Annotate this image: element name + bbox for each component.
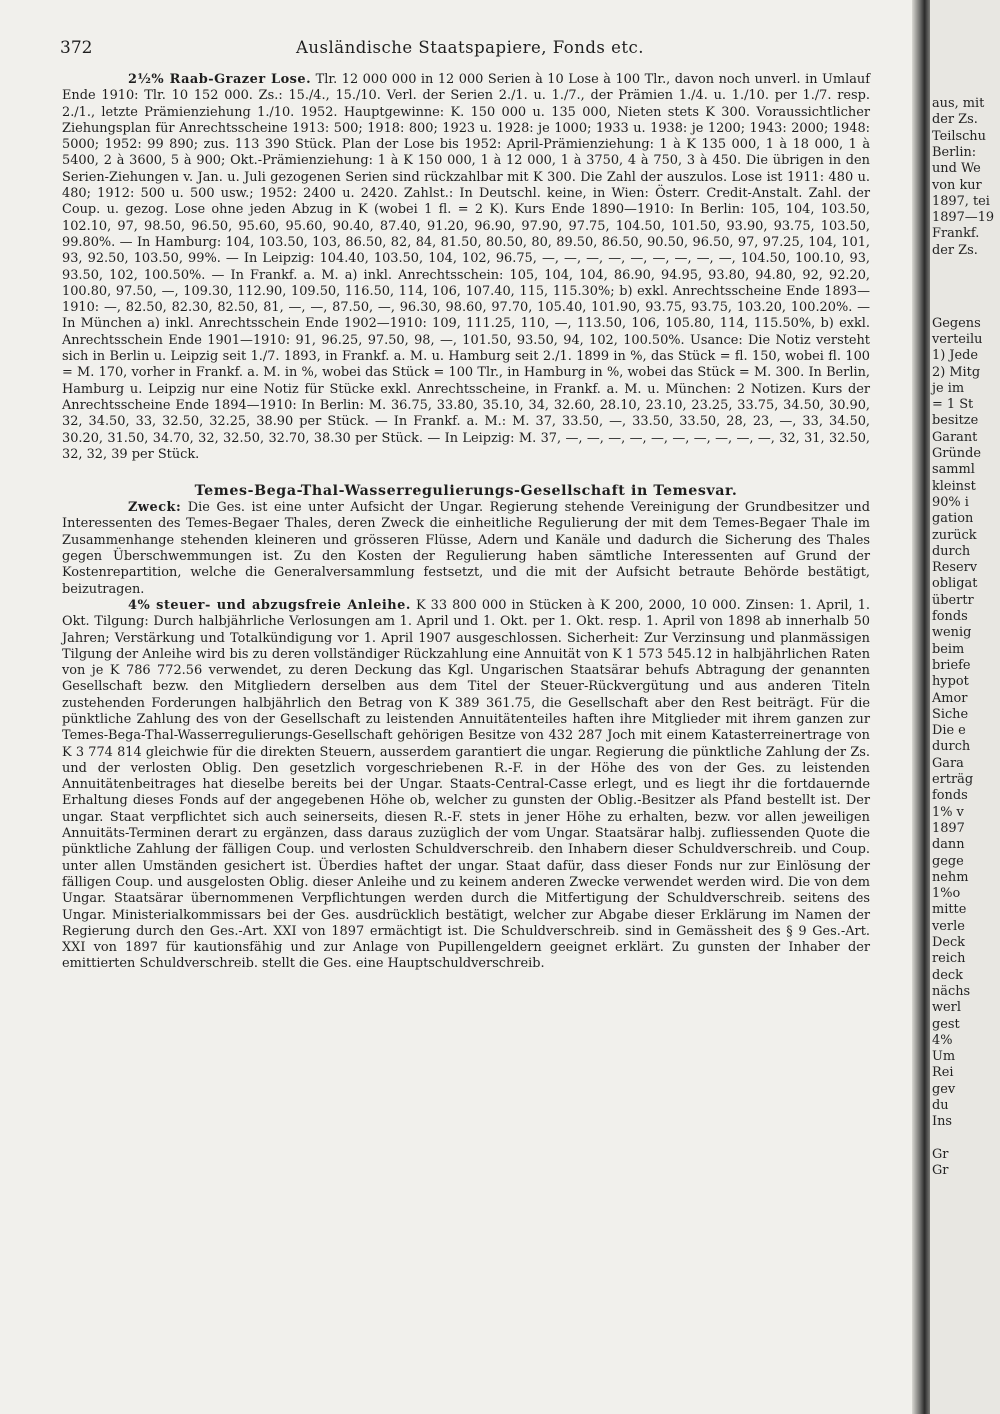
adjacent-page-line: gation bbox=[932, 511, 974, 527]
page-number: 372 bbox=[60, 38, 93, 58]
adjacent-page-line: obligat bbox=[932, 576, 978, 592]
adjacent-page-line: 1%o bbox=[932, 886, 961, 902]
loan-text: K 33 800 000 in Stücken à K 200, 2000, 10 000. Zinsen: 1. April, 1. Okt. Tilgung: Durch halbjährliche Verlosungen am 1. April und 1. Okt. per 1. Okt. resp. 1. April von 1898 ab innerhalb 50 Jahren; Verstärkung und Totalkündigung vor 1. April 1907 ausgeschlossen. Sicherheit: Zur Verzinsung und planmässigen Tilgung der Anleihe wird bis zu deren vollständiger Rückzahlung eine Annuität von K 1 573 545.12 in halbjährlichen Raten von je K 786 772.56 verwendet, zu deren Deckung das Kgl. Ungarischen Staatsärar behufs Abtragung der genannten Gesellschaft bezw. den Mitgliedern derselben aus dem Titel der Steuer-Rückvergütung und aus anderen Titeln zustehenden Forderungen halbjährlich den Betrag von K 389 361.75, die Gesellschaft aber den Rest beiträgt. Für die pünktliche Zahlung des von der Gesellschaft zu leistenden Annuitätenteiles haften ihre Mitglieder mit ihrem ganzen zur Temes-Bega-Thal-Wasserregulierungs-Gesellschaft gehörigen Besitze von 432 287 Joch mit einem Katasterreinertrage von K 3 774 814 gleichwie für die direkten Steuern, ausserdem garantiert die ungar. Regierung die pünktliche Zahlung der Zs. und der verlosten Oblig. Den gesetzlich vorgeschriebenen R.-F. in der Höhe des von der Ges. zu leistenden Annuitätenbeitrages hat dieselbe bereits bei der Ungar. Staats-Central-Casse erlegt, und es liegt ihr die fortdauernde Erhaltung dieses Fonds auf der angegebenen Höhe ob, welcher zu gunsten der Oblig.-Besitzer als Pfand bestellt ist. Der ungar. Staat verpflichtet sich auch seinerseits, diesen R.-F. stets in jener Höhe zu erhalten, bezw. vor allen jeweiligen Annuitäts-Terminen derart zu ergänzen, dass daraus zuzüglich der vom Ungar. Staatsärar halbj. zufliessenden Quote die pünktliche Zahlung der fälligen Coup. und verlosten Schuldverschreib. den Inhabern dieser Schuldverschreib. und Coup. unter allen Umständen gesichert ist. Überdies haftet der ungar. Staat dafür, dass dieser Fonds nur zur Einlösung der fälligen Coup. und ausgelosten Oblig. dieser Anleihe und zu keinem anderen Zwecke verwendet werden wird. Die von dem Ungar. Staatsärar übernommenen Verpflichtungen werden durch die Mitfertigung der Schuldverschreib. seitens des Ungar. Ministerialkommissars bei der Ges. ausdrücklich bestätigt, welcher zur Abgabe dieser Erklärung im Namen der Regierung durch den Ges.-Art. XXI von 1897 ermächtigt ist. Die Schuldverschreib. sind in Gemässheit des § 9 Ges.-Art. XXI von 1897 für kautionsfähig und zur Anlage von Pupillengeldern geeignet erklärt. Zu gunsten der Inhaber der emittierten Schuldverschreib. stellt die Ges. eine Hauptschuldverschreib. bbox=[62, 597, 870, 972]
adjacent-page-line: je im bbox=[932, 380, 965, 396]
adjacent-page-line: beim bbox=[932, 641, 965, 657]
adjacent-page-line: durch bbox=[932, 543, 971, 559]
adjacent-page-line: gev bbox=[932, 1081, 956, 1097]
adjacent-page-line: werl bbox=[932, 1000, 961, 1016]
adjacent-page-line: briefe bbox=[932, 657, 971, 673]
adjacent-page-line: Gegens bbox=[932, 315, 981, 331]
adjacent-page-line: 2) Mitg bbox=[932, 364, 981, 380]
adjacent-page-line: du bbox=[932, 1098, 949, 1113]
temes-loan-paragraph bbox=[62, 598, 870, 973]
adjacent-page-line: verteilu bbox=[932, 331, 983, 347]
temes-section-title: Temes-Bega-Thal-Wasserregulierungs-Gesellschaft in Temesvar. bbox=[194, 483, 738, 500]
adjacent-page-line: Ins bbox=[932, 1114, 953, 1130]
adjacent-page-line: 90% i bbox=[932, 494, 969, 510]
adjacent-page-line: erträg bbox=[932, 772, 974, 787]
adjacent-page-line: 1) Jede bbox=[932, 348, 979, 364]
adjacent-page-line: von kur bbox=[932, 177, 982, 193]
loan-heading: 4% steuer- und abzugsfreie Anleihe. bbox=[128, 597, 411, 613]
adjacent-page-line: Deck bbox=[932, 935, 965, 950]
adjacent-page-line: gest bbox=[932, 1016, 960, 1032]
adjacent-page-line: mitte bbox=[932, 902, 967, 918]
adjacent-page-line: hypot bbox=[932, 674, 969, 690]
adjacent-page-line: nehm bbox=[932, 869, 969, 885]
raab-grazer-entry bbox=[62, 72, 870, 463]
adjacent-page-line: übertr bbox=[932, 592, 974, 608]
adjacent-page-line: Gr bbox=[932, 1163, 949, 1179]
adjacent-page-line: besitze bbox=[932, 413, 979, 429]
adjacent-page-line: Gara bbox=[932, 755, 964, 771]
adjacent-page-line: zurück bbox=[932, 527, 977, 543]
adjacent-page-line: verle bbox=[932, 918, 965, 934]
adjacent-page-line: fonds bbox=[932, 788, 968, 804]
adjacent-page-line: fonds bbox=[932, 609, 968, 624]
adjacent-page-line: 1897—19 bbox=[932, 210, 995, 226]
raab-grazer-text: Tlr. 12 000 000 in 12 000 Serien à 10 Lose à 100 Tlr., davon noch unverl. in Umlauf Ende 1910: Tlr. 10 152 000. Zs.: 15./4., 15./10. Verl. der Serien 2./1. u. 1./7., der Prämien 1./4. u. 1./10. per 1./7. resp. 2./1., letzte Prämienziehung 1./10. 1952. Hauptgewinne: K. 150 000 u. 135 000, Nieten stets K 300. Voraussichtlicher Ziehungsplan für Anrechtsscheine 1913: 500; 1918: 800; 1923 u. 1928: je 1000; 1933 u. 1938: je 1200; 1943: 2000; 1948: 5000; 1952: 99 890; zus. 113 390 Stück. Plan der Lose bis 1952: April-Prämienziehung: 1 à K 135 000, 1 à 18 000, 1 à 5400, 2 à 3600, 5 à 900; Okt.-Prämienziehung: 1 à K 150 000, 1 à 12 000, 1 à 3750, 4 à 750, 3 à 450. Die übrigen in den Serien-Ziehungen v. Jan. u. Juli gezogenen Serien sind rückzahlbar mit K 300. Die Zahl der auszulos. Lose ist 1911: 480 u. 480; 1912: 500 u. 500 usw.; 1952: 2400 u. 2420. Zahlst.: In Deutschl. keine, in Wien: Österr. Credit-Anstalt. Zahl. der Coup. u. gezog. Lose ohne jeden Abzug in K (wobei 1 fl. = 2 K). Kurs Ende 1890—1910: In Berlin: 105, 104, 103.50, 102.10, 97, 98.50, 96.50, 95.60, 95.60, 90.40, 87.40, 91.20, 96.90, 97.90, 97.75, 104.50, 101.50, 93.90, 93.75, 103.50, 99.80%. — In Hamburg: 104, 103.50, 103, 86.50, 82, 84, 81.50, 80.50, 80, 89.50, 86.50, 90.50, 96.50, 97, 97.25, 104, 101, 93, 92.50, 103.50, 99%. — In Leipzig: 104.40, 103.50, 104, 102, 96.75, —, —, —, —, —, —, —, —, —, 104.50, 100.10, 93, 93.50, 102, 100.50%. — In Frankf. a. M. a) inkl. Anrechtsschein: 105, 104, 104, 86.90, 94.95, 93.80, 94.80, 92, 92.20, 100.80, 97.50, —, 109.30, 112.90, 109.50, 116.50, 114, 106, 107.40, 115, 115.30%; b) exkl. Anrechtsscheine Ende 1893—1910: —, 82.50, 82.30, 82.50, 81, —, —, 87.50, —, 96.30, 98.60, 97.70, 105.40, 101.90, 93.75, 93.75, 103.20, 100.20%. — In München a) inkl. Anrechtsschein Ende 1902—1910: 109, 111.25, 110, —, 113.50, 106, 105.80, 114, 115.50%, b) exkl. Anrechtsschein Ende 1901—1910: 91, 96.25, 97.50, 98, —, 101.50, 93.50, 94, 102, 100.50%. Usance: Die Notiz versteht sich in Berlin u. Leipzig seit 1./7. 1893, in Frankf. a. M. u. Hamburg seit 2./1. 1899 in %, das Stück = fl. 150, wobei fl. 100 = M. 170, vorher in Frankf. a. M. in %, wobei das Stück = 100 Tlr., in Hamburg in %, wobei das Stück = M. 300. In Berlin, Hamburg u. Leipzig nur eine Notiz für Stücke exkl. Anrechtsscheine, in Frankf. a. M. u. München: 2 Notizen. Kurs der Anrechtsscheine Ende 1894—1910: In Berlin: M. 36.75, 33.80, 35.10, 34, 32.60, 28.10, 23.10, 23.25, 33.75, 34.50, 30.90, 32, 34.50, 33, 32.50, 32.25, 38.90 per Stück. — In Frankf. a. M.: M. 37, 33.50, —, 33.50, 33.50, 28, 23, —, 33, 34.50, 30.20, 31.50, 34.70, 32, 32.50, 32.70, 38.30 per Stück. — In Leipzig: M. 37, —, —, —, —, —, —, —, —, —, —, 32, 31, 32.50, 32, 32, 39 per Stück. bbox=[62, 72, 870, 462]
adjacent-page-line: 4% bbox=[932, 1032, 953, 1048]
zweck-text: Die Ges. ist eine unter Aufsicht der Ungar. Regierung stehende Vereinigung der Grundbesitzer und Interessenten des Temes-Begaer Thales, deren Zweck die einheitliche Regulierung der mit dem Temes-Begaer Thale im Zusammenhange stehenden kleineren und grösseren Flüsse, Adern und Kanäle und dadurch die Sicherung des Thales gegen Überschwemmungen ist. Zu den Kosten der Regulierung haben sämtliche Interessenten auf Grund der Kostenrepartition, welche die Generalversammlung festsetzt, und die mit der Aufsicht betraute Behörde bestätigt, beizutragen. bbox=[62, 500, 870, 597]
adjacent-page-line: nächs bbox=[932, 983, 971, 999]
adjacent-page-line: reich bbox=[932, 951, 966, 967]
adjacent-page-line: Siche bbox=[932, 706, 969, 722]
adjacent-page-edge bbox=[930, 0, 1000, 1414]
adjacent-page-line: durch bbox=[932, 739, 971, 755]
adjacent-page-line: Rei bbox=[932, 1065, 954, 1081]
adjacent-page-line: Reserv bbox=[932, 560, 978, 576]
adjacent-page-line: gege bbox=[932, 853, 964, 869]
raab-grazer-heading: 2½% Raab-Grazer Lose. bbox=[128, 72, 312, 87]
adjacent-page-line: samml bbox=[932, 462, 975, 478]
adjacent-page-line: 1% v bbox=[932, 804, 964, 820]
adjacent-page-line: wenig bbox=[932, 625, 972, 641]
adjacent-page-line: der Zs. bbox=[932, 112, 978, 128]
adjacent-page-line: Um bbox=[932, 1049, 956, 1065]
adjacent-page-line: kleinst bbox=[932, 478, 976, 494]
running-head bbox=[60, 38, 880, 62]
adjacent-page-line: = 1 St bbox=[932, 397, 974, 413]
adjacent-page-line: dann bbox=[932, 837, 965, 853]
adjacent-page-line: und We bbox=[932, 161, 981, 177]
temes-zweck-paragraph bbox=[62, 500, 870, 598]
adjacent-page-line: aus, mit bbox=[932, 96, 985, 111]
adjacent-page-line: 1897, tei bbox=[932, 193, 990, 209]
page-header-title: Ausländische Staatspapiere, Fonds etc. bbox=[295, 38, 645, 57]
adjacent-page-line: Amor bbox=[932, 690, 968, 706]
adjacent-page-line: Frankf. bbox=[932, 226, 980, 242]
adjacent-page-line: 1897 bbox=[932, 820, 965, 836]
book-gutter bbox=[912, 0, 930, 1414]
adjacent-page-line: Gr bbox=[932, 1146, 949, 1162]
zweck-label: Zweck: bbox=[128, 500, 182, 516]
adjacent-page-line: Die e bbox=[932, 723, 966, 739]
page-body bbox=[62, 72, 870, 973]
adjacent-page-line: der Zs. bbox=[932, 242, 978, 258]
adjacent-page-line: Gründe bbox=[932, 446, 981, 461]
adjacent-page-line: Berlin: bbox=[932, 144, 977, 160]
adjacent-page-line: Garant bbox=[932, 429, 978, 445]
adjacent-page-line: Teilschu bbox=[932, 128, 986, 144]
adjacent-page-line: deck bbox=[932, 967, 963, 983]
